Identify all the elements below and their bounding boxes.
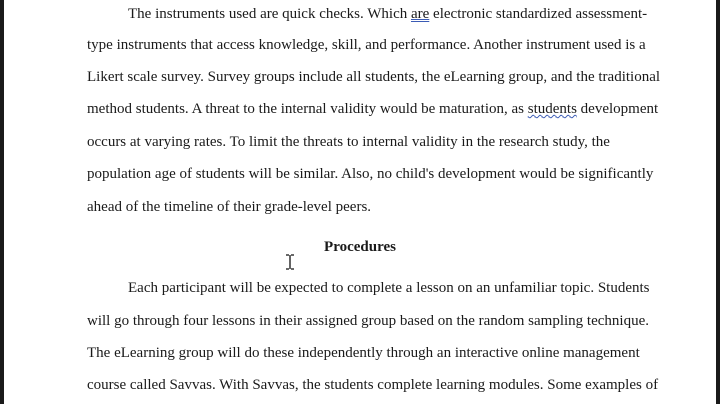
text-run: development [576, 101, 659, 117]
right-window-edge [716, 0, 720, 404]
paragraph-line: ahead of the timeline of their grade-level peers. [87, 199, 372, 215]
paragraph-line: population age of students will be similar. Also, no child's development would be significantly [87, 166, 654, 182]
text-run: electronic standardized assessment- [429, 6, 648, 22]
paragraph-line: occurs at varying rates. To limit the threats to internal validity in the research study, the [87, 134, 610, 150]
paragraph-line: Each participant will be expected to complete a lesson on an unfamiliar topic. Students [128, 280, 650, 296]
text-ibeam-cursor-icon [284, 254, 296, 270]
text-run: The instruments used are quick checks. Which [128, 6, 411, 22]
paragraph-line: type instruments that access knowledge, skill, and performance. Another instrument used is a [87, 37, 646, 53]
paragraph-line: will go through four lessons in their assigned group based on the random sampling technique. [87, 313, 649, 329]
paragraph-line: Likert scale survey. Survey groups include all students, the eLearning group, and the traditional [87, 69, 661, 85]
paragraph-line [128, 5, 647, 23]
paragraph-line [87, 100, 658, 118]
grammar-flag-word[interactable]: are [410, 6, 430, 22]
paragraph-line: course called Savvas. With Savvas, the students complete learning modules. Some examples of [87, 377, 659, 393]
paragraph-line: The eLearning group will do these independently through an interactive online management [87, 345, 640, 361]
left-window-edge [0, 0, 4, 404]
text-run: method students. A threat to the internal validity would be maturation, as [87, 101, 528, 117]
section-heading: Procedures [324, 239, 396, 255]
grammar-flag-word[interactable]: students [527, 101, 577, 117]
